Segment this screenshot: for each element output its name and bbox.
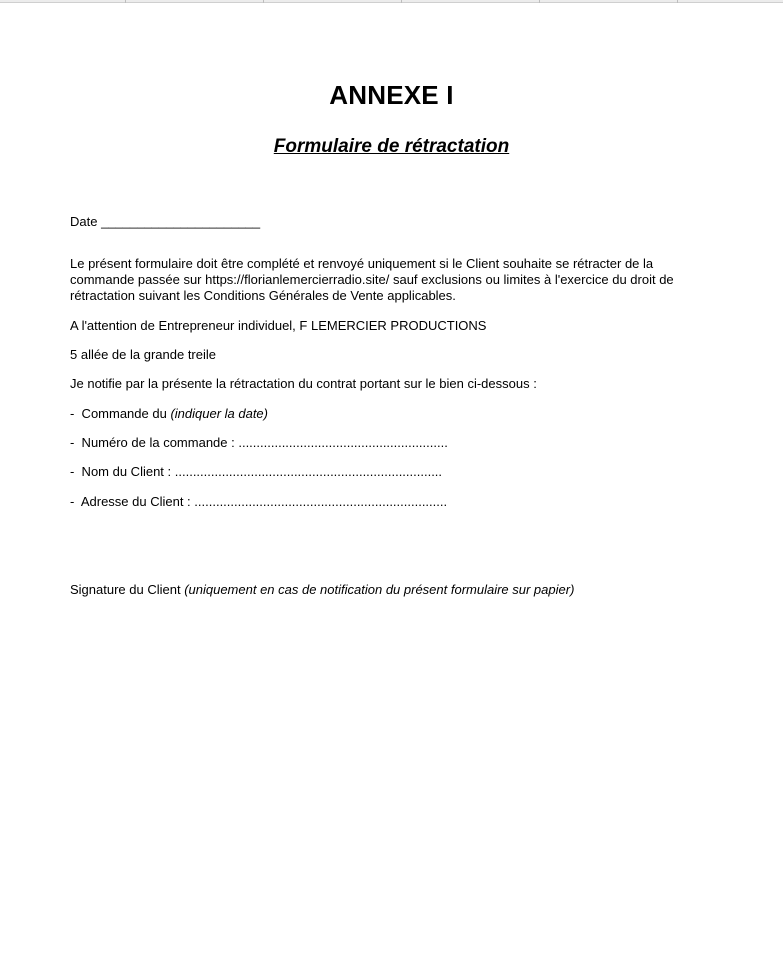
intro-line: Le présent formulaire doit être complété et renvoyé uniquement si le Client souhaite se rétracter de la bbox=[70, 256, 654, 271]
list-item-label: - Commande du bbox=[70, 406, 171, 421]
list-item-client-name bbox=[70, 464, 442, 480]
signature-label: Signature du Client bbox=[70, 582, 185, 597]
address-line: 5 allée de la grande treile bbox=[70, 347, 216, 362]
strip-separator bbox=[677, 0, 678, 3]
document-subtitle: Formulaire de rétractation bbox=[273, 136, 510, 157]
list-item-label: - Numéro de la commande : .......................................................... bbox=[70, 435, 448, 450]
notification-line: Je notifie par la présente la rétractation du contrat portant sur le bien ci-dessous : bbox=[70, 376, 537, 391]
attention-line: A l'attention de Entrepreneur individuel, F LEMERCIER PRODUCTIONS bbox=[70, 318, 487, 333]
intro-line: rétractation suivant les Conditions Générales de Vente applicables. bbox=[70, 288, 456, 303]
strip-separator bbox=[125, 0, 126, 3]
date-field: Date ______________________ bbox=[70, 214, 261, 229]
signature-line bbox=[70, 582, 574, 598]
intro-line: commande passée sur https://florianlemercierradio.site/ sauf exclusions ou limites à l'exercice du droit de bbox=[70, 272, 674, 287]
top-toolbar-strip bbox=[0, 0, 783, 3]
intro-paragraph bbox=[70, 256, 720, 304]
list-item-client-address bbox=[70, 494, 447, 510]
list-item-hint: (indiquer la date) bbox=[170, 406, 268, 421]
list-item-label: - Adresse du Client : ...................................................................... bbox=[70, 494, 448, 509]
strip-separator bbox=[263, 0, 264, 3]
list-item-label: - Nom du Client : .......................................................................... bbox=[70, 464, 443, 479]
list-item-order-date bbox=[70, 406, 268, 422]
strip-separator bbox=[401, 0, 402, 3]
document-title: ANNEXE I bbox=[329, 80, 454, 110]
strip-separator bbox=[539, 0, 540, 3]
list-item-order-number bbox=[70, 435, 448, 451]
signature-note: (uniquement en cas de notification du présent formulaire sur papier) bbox=[184, 582, 575, 597]
